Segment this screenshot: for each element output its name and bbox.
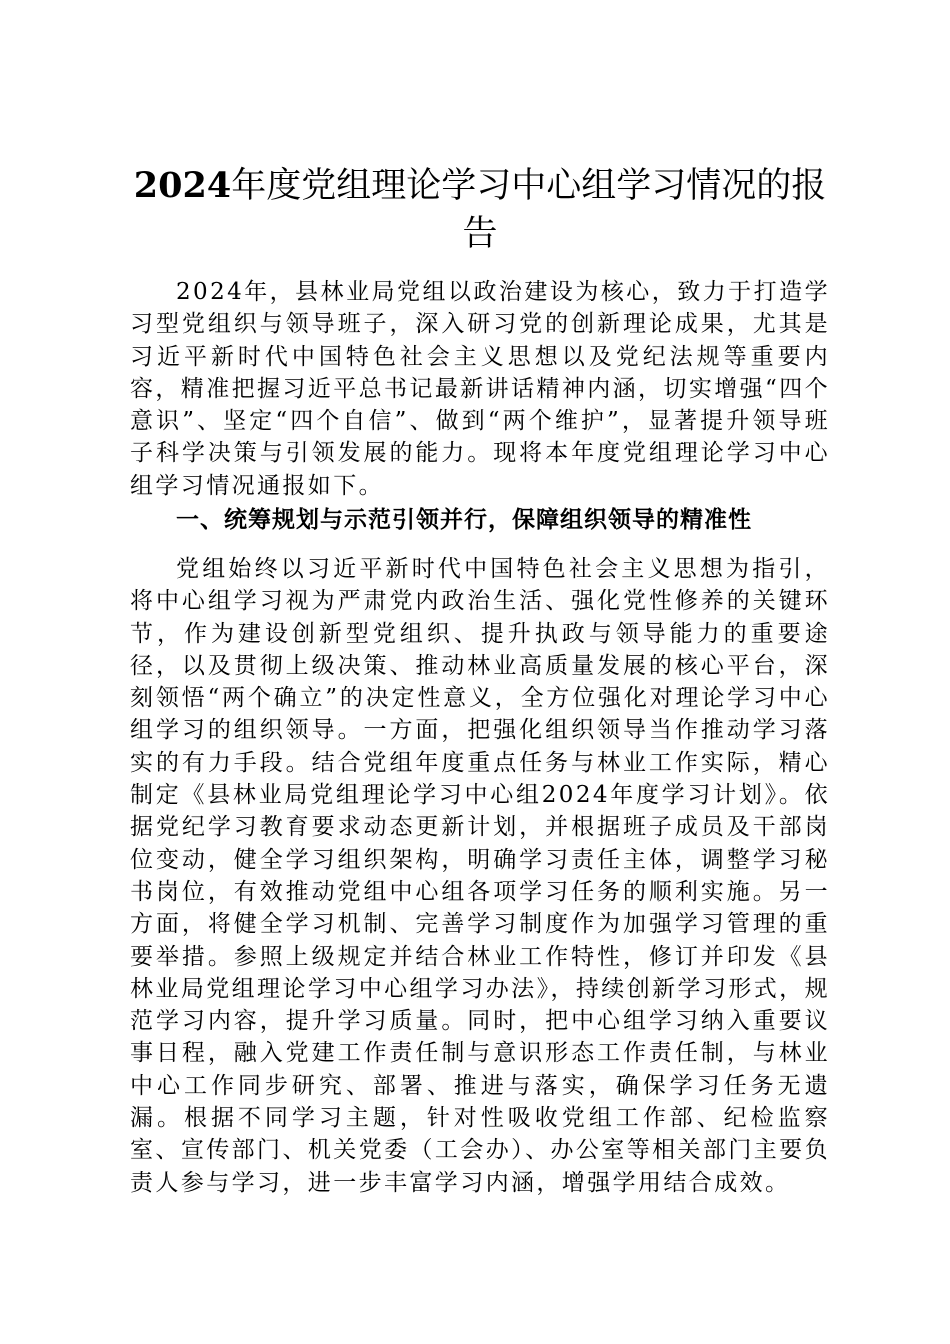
document-title (130, 162, 830, 258)
section-1-heading: 一、统筹规划与示范引领并行，保障组织领导的精准性 (176, 507, 752, 533)
section-1-paragraph: 党组始终以习近平新时代中国特色社会主义思想为指引，将中心组学习视为严肃党内政治生活、强化党性修养的关键环节，作为建设创新型党组织、提升执政与领导能力的重要途径，以及贯彻上级决策、推动林业高质量发展的核心平台，深刻领悟“两个确立”的决定性意义，全方位强化对理论学习中心组学习的组织领导。一方面，把强化组织领导当作推动学习落实的有力手段。结合党组年度重点任务与林业工作实际，精心制定《县林业局党组理论学习中心组2024年度学习计划》。依据党纪学习教育要求动态更新计划，并根据班子成员及干部岗位变动，健全学习组织架构，明确学习责任主体，调整学习秘书岗位，有效推动党组中心组各项学习任务的顺利实施。另一方面，将健全学习机制、完善学习制度作为加强学习管理的重要举措。参照上级规定并结合林业工作特性，修订并印发《县林业局党组理论学习中心组学习办法》，持续创新学习形式，规范学习内容，提升学习质量。同时，把中心组学习纳入重要议事日程，融入党建工作责任制与意识形态工作责任制，与林业中心工作同步研究、部署、推进与落实，确保学习任务无遗漏。根据不同学习主题，针对性吸收党组工作部、纪检监察室、宣传部门、机关党委（工会办）、办公室等相关部门主要负责人参与学习，进一步丰富学习内涵，增强学用结合成效。 (130, 556, 830, 1196)
document-title-year: 2024 (133, 165, 232, 206)
document-title-text: 年度党组理论学习中心组学习情况的报告 (231, 166, 827, 254)
intro-paragraph: 2024年，县林业局党组以政治建设为核心，致力于打造学习型党组织与领导班子，深入研习党的创新理论成果，尤其是习近平新时代中国特色社会主义思想以及党纪法规等重要内容，精准把握习近平总书记最新讲话精神内涵，切实增强“四个意识”、坚定“四个自信”、做到“两个维护”，显著提升领导班子科学决策与引领发展的能力。现将本年度党组理论学习中心组学习情况通报如下。 (130, 279, 830, 499)
